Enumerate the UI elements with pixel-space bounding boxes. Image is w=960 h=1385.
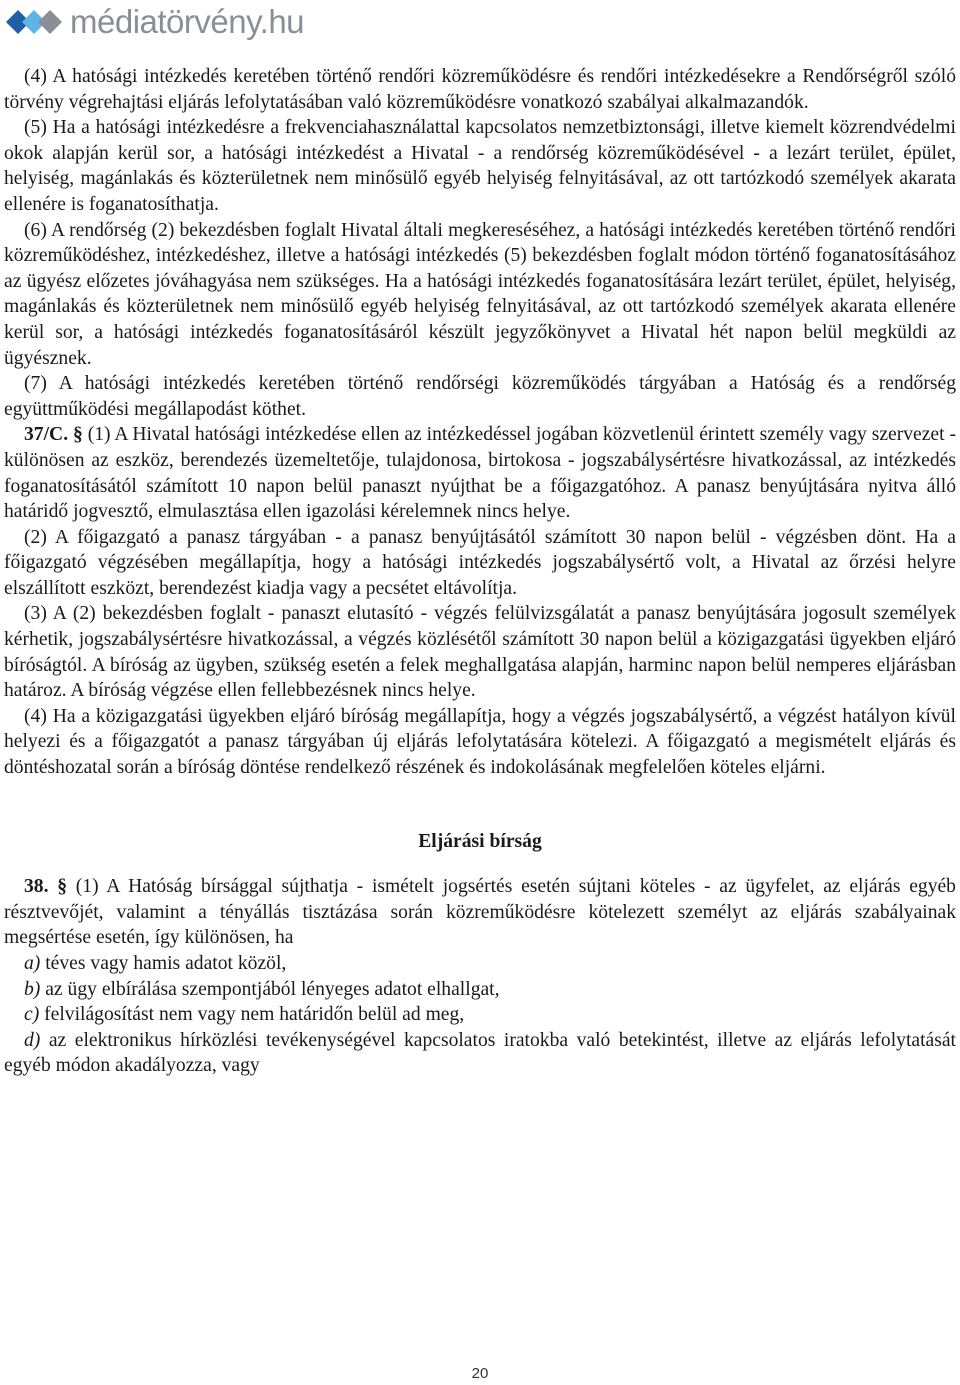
logo-diamond-icon	[2, 2, 64, 42]
section-38-intro: (1) A Hatóság bírsággal sújthatja - ismételt jogsértés esetén sújtani köteles - az ügyfelet, az eljárás egyéb résztvevőjét, valamint a tényállás tisztázása során közreműködésre kötelezett személyt az eljárás szabályainak megsértése esetén, így különösen, ha	[4, 876, 956, 949]
list-item-label: a)	[24, 953, 41, 974]
site-logo[interactable]	[2, 2, 304, 42]
logo-text: médiatörvény.hu	[70, 3, 305, 40]
list-item-text: az elektronikus hírközlési tevékenységével kapcsolatos iratokba való betekintést, illetve az eljárás lefolytatását egyéb módon akadályozza, vagy	[4, 1029, 956, 1077]
paragraph-6: (6) A rendőrség (2) bekezdésben foglalt Hivatal általi megkereséséhez, a hatósági intézkedés keretében történő rendőri közreműködéshez, intézkedéshez, illetve a hatósági intézkedés (5) bekezdésben foglalt módon történő foganatosításához az ügyész előzetes jóváhagyása nem szükséges. Ha a hatósági intézkedés foganatosítására lezárt terület, épület, helyiség, magánlakás és közterületnek nem minősülő egyéb helyiség felnyitásával, az ott tartózkodó személyek akarata ellenére kerül sor, a hatósági intézkedés foganatosításáról készült jegyzőkönyvet a Hivatal hét napon belül megküldi az ügyésznek.	[4, 219, 956, 369]
section-38-number: 38.	[24, 876, 49, 898]
document-body	[4, 64, 956, 1079]
section-sign: §	[57, 876, 68, 898]
list-item-a	[4, 951, 956, 977]
section-37c-text-1: (1) A Hivatal hatósági intézkedése ellen az intézkedéssel jogában közvetlenül érintett személy vagy szervezet - különösen az eszköz, berendezés üzemeltetője, tulajdonosa, birtokosa - jogszabálysértésre hivatkozással, az intézkedés foganatosításától számított 10 napon belül panaszt nyújthat be a főigazgatóhoz. A panasz benyújtására nyitva álló határidő jogvesztő, elmulasztása ellen igazolási kérelemnek nincs helye.	[4, 424, 956, 523]
paragraph-7: (7) A hatósági intézkedés keretében történő rendőrségi közreműködés tárgyában a Hatóság és a rendőrség együttműködési megállapodást köthet.	[4, 373, 956, 420]
section-sign: §	[73, 424, 83, 446]
section-38-paragraph-1	[4, 874, 956, 951]
list-item-text: felvilágosítást nem vagy nem határidőn belül ad meg,	[44, 1004, 465, 1026]
list-item-label: b)	[24, 978, 41, 1000]
list-item-c	[4, 1002, 956, 1028]
section-37c-paragraph-3: (3) A (2) bekezdésben foglalt - panaszt elutasító - végzés felülvizsgálatát a panasz benyújtására jogosult személyek kérhetik, jogszabálysértésre hivatkozással, a végzés közlésétől számított 30 napon belül a közigazgatási ügyekben eljáró bíróságtól. A bíróság az ügyben, szükség esetén a felek meghallgatása alapján, harminc napon belül nemperes eljárásban határoz. A bíróság végzése ellen fellebbezésnek nincs helye.	[4, 603, 956, 702]
list-item-label: d)	[24, 1029, 41, 1051]
list-item-b	[4, 977, 956, 1003]
list-item-d	[4, 1028, 956, 1079]
section-37c-number: 37/C.	[24, 424, 69, 446]
list-item-text: az ügy elbírálása szempontjából lényeges adatot elhallgat,	[45, 978, 500, 1000]
list-item-text: téves vagy hamis adatot közöl,	[45, 953, 287, 974]
list-item-label: c)	[24, 1004, 40, 1026]
section-37c-paragraph-2: (2) A főigazgató a panasz tárgyában - a panasz benyújtásától számított 30 napon belül - végzésben dönt. Ha a főigazgató végzésében megállapítja, hogy a hatósági intézkedés jogszabálysértő volt, a Hivatal az őrzési helyre elszállított eszközt, berendezést kiadja vagy a pecsétet eltávolítja.	[4, 526, 956, 599]
section-37c-paragraph-1	[4, 422, 956, 524]
paragraph-4: (4) A hatósági intézkedés keretében történő rendőri közreműködésre és rendőri intézkedésekre a Rendőrségről szóló törvény végrehajtási eljárás lefolytatásában való közreműködésre vonatkozó szabályai alkalmazandók.	[4, 66, 956, 113]
section-heading: Eljárási bírság	[418, 830, 542, 852]
section-37c-paragraph-4: (4) Ha a közigazgatási ügyekben eljáró bíróság megállapítja, hogy a végzés jogszabálysértő, a végzést hatályon kívül helyezi és a főigazgatót a panasz tárgyában új eljárás lefolytatására kötelezi. A főigazgató a megismételt eljárás és döntéshozatal során a bíróság döntése rendelkező részének és indokolásának megfelelően köteles eljárni.	[4, 705, 956, 779]
page-number: 20	[471, 1365, 489, 1382]
paragraph-5: (5) Ha a hatósági intézkedésre a frekvenciahasználattal kapcsolatos nemzetbiztonsági, illetve kiemelt közrendvédelmi okok alapján kerül sor, a hatósági intézkedést a Hivatal - a rendőrség közreműködésével - a lezárt terület, épület, helyiség, magánlakás és közterületnek nem minősülő egyéb helyiség felnyitásával, az ott tartózkodó személyek akarata ellenére is foganatosíthatja.	[4, 117, 956, 215]
